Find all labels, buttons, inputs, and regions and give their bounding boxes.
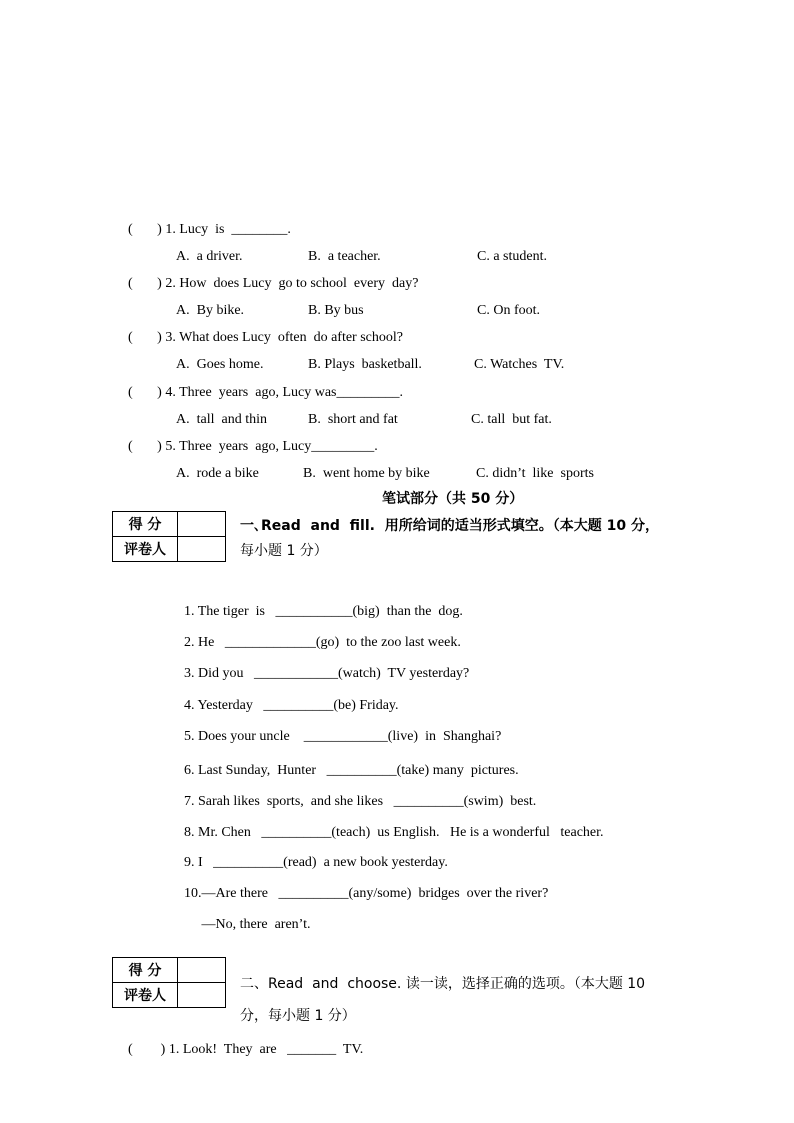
fill-item: 8. Mr. Chen __________(teach) us English. He is a wonderful teacher.: [184, 825, 604, 840]
fill-item: 10.—Are there __________(any/some) bridges over the river?: [184, 886, 549, 901]
fill-item: 5. Does your uncle ____________(live) in Shanghai?: [184, 729, 502, 744]
option-2c: C. On foot.: [477, 303, 540, 318]
option-2a: A. By bike.: [176, 303, 245, 318]
option-4b: B. short and fat: [308, 412, 398, 427]
fill-item: 4. Yesterday __________(be) Friday.: [184, 698, 399, 713]
score-label: 得 分: [113, 512, 178, 537]
section2-title-line2: 分，每小题 1 分）: [240, 1008, 356, 1024]
option-2b: B. By bus: [308, 303, 364, 318]
score-box-2: [112, 957, 226, 1008]
grader-blank: [178, 537, 226, 562]
option-3c: C. Watches TV.: [474, 357, 565, 372]
fill-item: 7. Sarah likes sports, and she likes __________(swim) best.: [184, 794, 537, 809]
fill-item: 2. He _____________(go) to the zoo last week.: [184, 635, 461, 650]
option-4c: C. tall but fat.: [471, 412, 552, 427]
score-label: 得 分: [113, 958, 178, 983]
fill-item: 9. I __________(read) a new book yesterday.: [184, 855, 448, 870]
option-1a: A. a driver.: [176, 249, 243, 264]
section1-title-line2: 每小题 1 分）: [240, 543, 328, 559]
option-5b: B. went home by bike: [303, 466, 430, 481]
question-4: ( ) 4. Three years ago, Lucy was_________.: [128, 385, 404, 400]
fill-item: 1. The tiger is ___________(big) than the dog.: [184, 604, 463, 619]
score-blank: [178, 958, 226, 983]
grader-blank: [178, 983, 226, 1008]
grader-label: 评卷人: [113, 983, 178, 1008]
fill-item: 6. Last Sunday, Hunter __________(take) many pictures.: [184, 763, 519, 778]
option-4a: A. tall and thin: [176, 412, 267, 427]
score-box-1: [112, 511, 226, 562]
question-2: ( ) 2. How does Lucy go to school every day?: [128, 276, 419, 291]
option-5a: A. rode a bike: [176, 466, 259, 481]
option-3b: B. Plays basketball.: [308, 357, 422, 372]
grader-label: 评卷人: [113, 537, 178, 562]
section2-title-line1: 二、Read and choose. 读一读，选择正确的选项。（本大题 10: [240, 976, 646, 992]
question-1: ( ) 1. Lucy is ________.: [128, 222, 291, 237]
option-1c: C. a student.: [477, 249, 547, 264]
option-3a: A. Goes home.: [176, 357, 264, 372]
question-5: ( ) 5. Three years ago, Lucy_________.: [128, 439, 378, 454]
option-5c: C. didn’t like sports: [476, 466, 594, 481]
fill-item: —No, there aren’t.: [184, 917, 311, 932]
choose-item: ( ) 1. Look! They are _______ TV.: [128, 1042, 364, 1057]
option-1b: B. a teacher.: [308, 249, 381, 264]
question-3: ( ) 3. What does Lucy often do after school?: [128, 330, 403, 345]
section1-title-line1: 一､Read and fill. 用所给词的适当形式填空。（本大题 10 分，: [240, 518, 659, 534]
score-blank: [178, 512, 226, 537]
written-section-header: 笔试部分（共 50 分）: [382, 491, 524, 507]
fill-item: 3. Did you ____________(watch) TV yesterday?: [184, 666, 470, 681]
